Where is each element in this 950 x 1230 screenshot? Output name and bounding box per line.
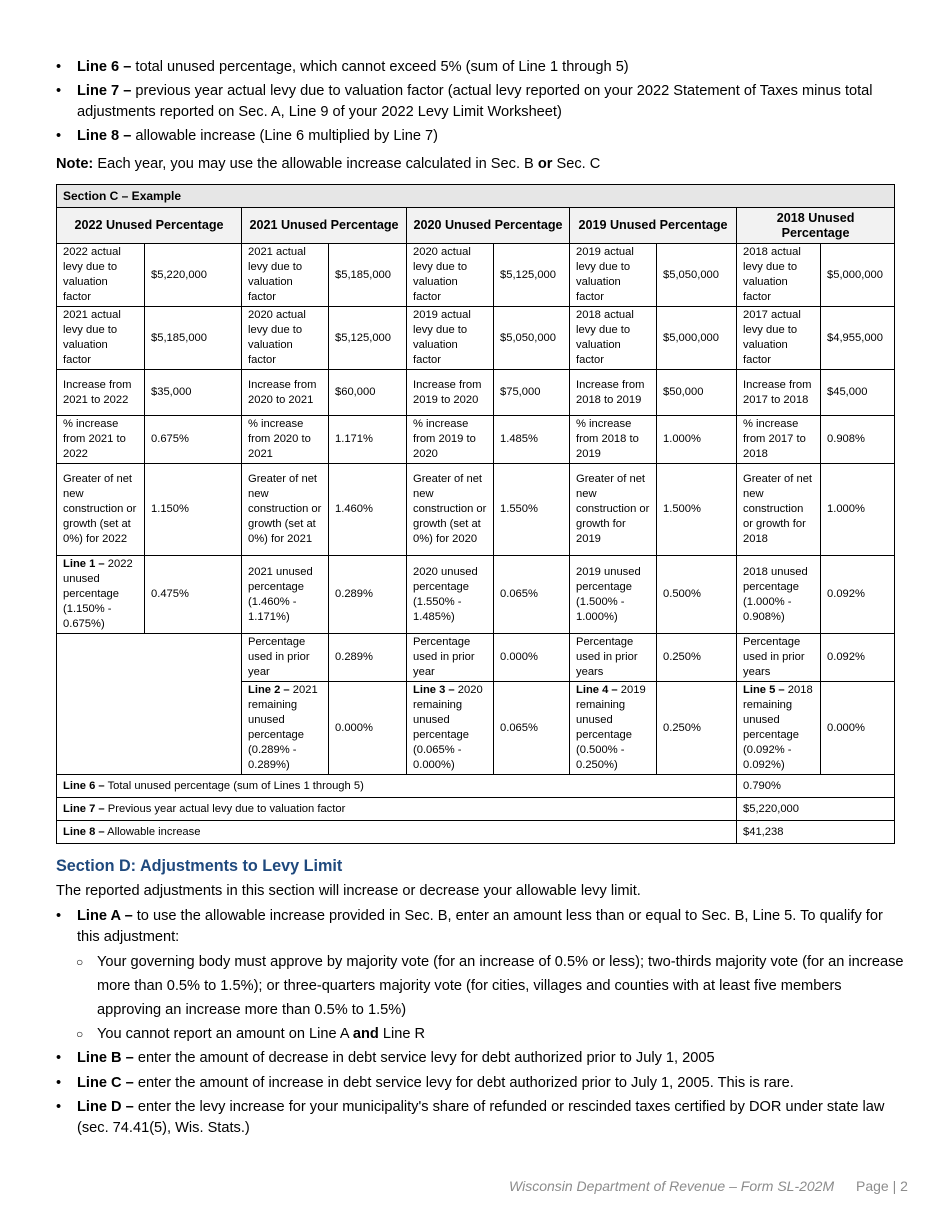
- bullet-label: Line B –: [77, 1050, 134, 1066]
- row-value: 0.000%: [494, 634, 570, 682]
- row-value: $5,185,000: [145, 307, 242, 370]
- row-label: % increase from 2018 to 2019: [570, 416, 657, 464]
- row-value: $4,955,000: [821, 307, 895, 370]
- empty-cell: [57, 634, 242, 775]
- table-title: Section C – Example: [57, 185, 895, 208]
- row-label: 2019 actual levy due to valuation factor: [570, 244, 657, 307]
- row-label: 2019 unused percentage (1.500% - 1.000%): [570, 556, 657, 634]
- row-value: 0.908%: [821, 416, 895, 464]
- bullet-label: Line C –: [77, 1075, 134, 1091]
- line-5-label: Line 5 – 2018 remaining unused percentage (0.092% - 0.092%): [737, 682, 821, 775]
- bullet-line-d: [56, 1097, 906, 1139]
- bullet-label: Line A –: [77, 908, 133, 924]
- summary-value: 0.790%: [737, 775, 895, 798]
- note-text-after: Sec. C: [556, 156, 601, 172]
- summary-label: Line 6 – Total unused percentage (sum of Lines 1 through 5): [57, 775, 737, 798]
- line-3-label: Line 3 – 2020 remaining unused percentage (0.065% - 0.000%): [407, 682, 494, 775]
- summary-row-line-7: [57, 798, 895, 821]
- row-label: Increase from 2017 to 2018: [737, 370, 821, 416]
- table-row-unused: [57, 556, 895, 634]
- row-value: 1.550%: [494, 464, 570, 556]
- sub-bullet-and: and: [352, 1026, 379, 1042]
- sub-bullet-line-r: [76, 1022, 906, 1046]
- bullet-text: previous year actual levy due to valuation factor (actual levy reported on your 2022 Statement of Taxes minus total adjustments reported on Sec. A, Line 9 of your 2022 Levy Limit Worksheet): [77, 83, 873, 120]
- bullet-line-c: [56, 1073, 906, 1094]
- row-value: 1.171%: [329, 416, 407, 464]
- row-value: $35,000: [145, 370, 242, 416]
- section-d-intro: The reported adjustments in this section will increase or decrease your allowable levy limit.: [56, 883, 641, 899]
- bullet-dot: •: [56, 908, 62, 924]
- row-label: Percentage used in prior year: [407, 634, 494, 682]
- row-value: 1.460%: [329, 464, 407, 556]
- bullet-label: Line 7 –: [77, 83, 132, 99]
- bullet-text: enter the amount of decrease in debt service levy for debt authorized prior to July 1, 2005: [137, 1050, 715, 1066]
- row-label: Greater of net new construction or growth (set at 0%) for 2021: [242, 464, 329, 556]
- bullet-dot: •: [56, 1099, 62, 1115]
- row-label: % increase from 2021 to 2022: [57, 416, 145, 464]
- column-header: 2019 Unused Percentage: [570, 208, 737, 244]
- table-row: [57, 416, 895, 464]
- row-value: $5,000,000: [657, 307, 737, 370]
- column-header: 2020 Unused Percentage: [407, 208, 570, 244]
- line-4-value: 0.250%: [657, 682, 737, 775]
- row-label: 2022 actual levy due to valuation factor: [57, 244, 145, 307]
- bullet-dot: •: [56, 83, 62, 99]
- line-1-label: Line 1 – 2022 unused percentage (1.150% - 0.675%): [57, 556, 145, 634]
- column-header: 2018 Unused Percentage: [737, 208, 895, 244]
- row-value: 1.500%: [657, 464, 737, 556]
- row-label: 2021 actual levy due to valuation factor: [57, 307, 145, 370]
- row-label: 2020 actual levy due to valuation factor: [407, 244, 494, 307]
- row-label: Greater of net new construction or growth for 2018: [737, 464, 821, 556]
- row-value: $45,000: [821, 370, 895, 416]
- row-value: 1.000%: [657, 416, 737, 464]
- line-5-value: 0.000%: [821, 682, 895, 775]
- row-value: 0.289%: [329, 556, 407, 634]
- circle-bullet-icon: ○: [76, 1027, 84, 1041]
- row-value: 0.250%: [657, 634, 737, 682]
- bullet-dot: •: [56, 128, 62, 144]
- bullet-text: enter the amount of increase in debt service levy for debt authorized prior to July 1, 2005. This is rare.: [137, 1075, 794, 1091]
- row-value: 0.092%: [821, 634, 895, 682]
- row-value: $5,000,000: [821, 244, 895, 307]
- bullet-line-b: [56, 1048, 906, 1069]
- row-label: Greater of net new construction or growth (set at 0%) for 2022: [57, 464, 145, 556]
- note-label: Note:: [56, 156, 94, 172]
- row-label: Percentage used in prior year: [242, 634, 329, 682]
- summary-value: $41,238: [737, 821, 895, 844]
- circle-bullet-icon: ○: [76, 955, 84, 969]
- row-label: Greater of net new construction or growth for 2019: [570, 464, 657, 556]
- footer-page-number: Page | 2: [856, 1178, 908, 1194]
- row-value: 0.289%: [329, 634, 407, 682]
- bullet-dot: •: [56, 1050, 62, 1066]
- row-label: 2020 actual levy due to valuation factor: [242, 307, 329, 370]
- bullet-text: to use the allowable increase provided in Sec. B, enter an amount less than or equal to Sec. B, Line 5. To qualify for this adjustment:: [77, 908, 883, 945]
- line-2-value: 0.000%: [329, 682, 407, 775]
- sub-bullet-text: Your governing body must approve by majority vote (for an increase of 0.5% or less); two-thirds majority vote (for an increase more than 0.5% to 1.5%); or three-quarters majority vote (for cities, villages and counties with at least five members approving an increase more than 0.5% to 1.5%): [97, 954, 904, 1018]
- bullet-line-8: [56, 126, 906, 147]
- section-c-example-table: [56, 184, 895, 844]
- row-label: 2018 actual levy due to valuation factor: [737, 244, 821, 307]
- column-header: 2021 Unused Percentage: [242, 208, 407, 244]
- sub-bullet-text: You cannot report an amount on Line A: [97, 1026, 349, 1042]
- table-row: [57, 370, 895, 416]
- bullet-text: enter the levy increase for your municipality's share of refunded or rescinded taxes certified by DOR under state law (sec. 74.41(5), Wis. Stats.): [77, 1099, 885, 1136]
- footer-source: Wisconsin Department of Revenue – Form SL-202M: [509, 1178, 835, 1194]
- bullet-dot: •: [56, 1075, 62, 1091]
- column-header: 2022 Unused Percentage: [57, 208, 242, 244]
- row-label: % increase from 2020 to 2021: [242, 416, 329, 464]
- row-label: Percentage used in prior years: [570, 634, 657, 682]
- row-value: $5,125,000: [329, 307, 407, 370]
- row-value: $5,050,000: [657, 244, 737, 307]
- note-text-before: Each year, you may use the allowable increase calculated in Sec. B: [97, 156, 534, 172]
- row-label: Increase from 2020 to 2021: [242, 370, 329, 416]
- row-label: 2021 unused percentage (1.460% - 1.171%): [242, 556, 329, 634]
- row-label: 2020 unused percentage (1.550% - 1.485%): [407, 556, 494, 634]
- summary-value: $5,220,000: [737, 798, 895, 821]
- bullet-line-6: [56, 57, 906, 78]
- row-value: $75,000: [494, 370, 570, 416]
- section-d-heading: Section D: Adjustments to Levy Limit: [56, 857, 343, 875]
- row-label: Increase from 2021 to 2022: [57, 370, 145, 416]
- row-label: 2019 actual levy due to valuation factor: [407, 307, 494, 370]
- summary-label: Line 8 – Allowable increase: [57, 821, 737, 844]
- row-value: 0.675%: [145, 416, 242, 464]
- table-row: [57, 307, 895, 370]
- row-value: 0.092%: [821, 556, 895, 634]
- bullet-text: allowable increase (Line 6 multiplied by Line 7): [135, 128, 438, 144]
- bullet-line-a: [56, 906, 906, 948]
- bullet-dot: •: [56, 59, 62, 75]
- row-label: Greater of net new construction or growth (set at 0%) for 2020: [407, 464, 494, 556]
- row-value: 0.065%: [494, 556, 570, 634]
- row-value: $5,050,000: [494, 307, 570, 370]
- line-4-label: Line 4 – 2019 remaining unused percentage (0.500% - 0.250%): [570, 682, 657, 775]
- row-label: Percentage used in prior years: [737, 634, 821, 682]
- row-value: 1.485%: [494, 416, 570, 464]
- row-value: $60,000: [329, 370, 407, 416]
- sub-bullet-vote: [76, 950, 906, 1022]
- row-value: $5,220,000: [145, 244, 242, 307]
- row-value: $5,125,000: [494, 244, 570, 307]
- summary-row-line-8: [57, 821, 895, 844]
- note-or: or: [537, 156, 553, 172]
- row-value: $50,000: [657, 370, 737, 416]
- row-label: % increase from 2019 to 2020: [407, 416, 494, 464]
- bullet-label: Line 6 –: [77, 59, 132, 75]
- sub-bullet-text: Line R: [382, 1026, 426, 1042]
- summary-row-line-6: [57, 775, 895, 798]
- line-2-label: Line 2 – 2021 remaining unused percentage (0.289% - 0.289%): [242, 682, 329, 775]
- line-1-value: 0.475%: [145, 556, 242, 634]
- row-label: 2017 actual levy due to valuation factor: [737, 307, 821, 370]
- line-3-value: 0.065%: [494, 682, 570, 775]
- bullet-text: total unused percentage, which cannot exceed 5% (sum of Line 1 through 5): [135, 59, 629, 75]
- row-label: Increase from 2018 to 2019: [570, 370, 657, 416]
- row-value: 0.500%: [657, 556, 737, 634]
- row-value: 1.150%: [145, 464, 242, 556]
- bullet-label: Line 8 –: [77, 128, 132, 144]
- row-label: 2021 actual levy due to valuation factor: [242, 244, 329, 307]
- note-paragraph: [56, 154, 600, 175]
- row-label: 2018 actual levy due to valuation factor: [570, 307, 657, 370]
- row-label: Increase from 2019 to 2020: [407, 370, 494, 416]
- row-label: % increase from 2017 to 2018: [737, 416, 821, 464]
- table-row: [57, 244, 895, 307]
- bullet-label: Line D –: [77, 1099, 134, 1115]
- table-row-used: [57, 634, 895, 682]
- bullet-line-7: [56, 81, 906, 123]
- row-value: 1.000%: [821, 464, 895, 556]
- row-label: 2018 unused percentage (1.000% - 0.908%): [737, 556, 821, 634]
- row-value: $5,185,000: [329, 244, 407, 307]
- summary-label: Line 7 – Previous year actual levy due to valuation factor: [57, 798, 737, 821]
- table-row: [57, 464, 895, 556]
